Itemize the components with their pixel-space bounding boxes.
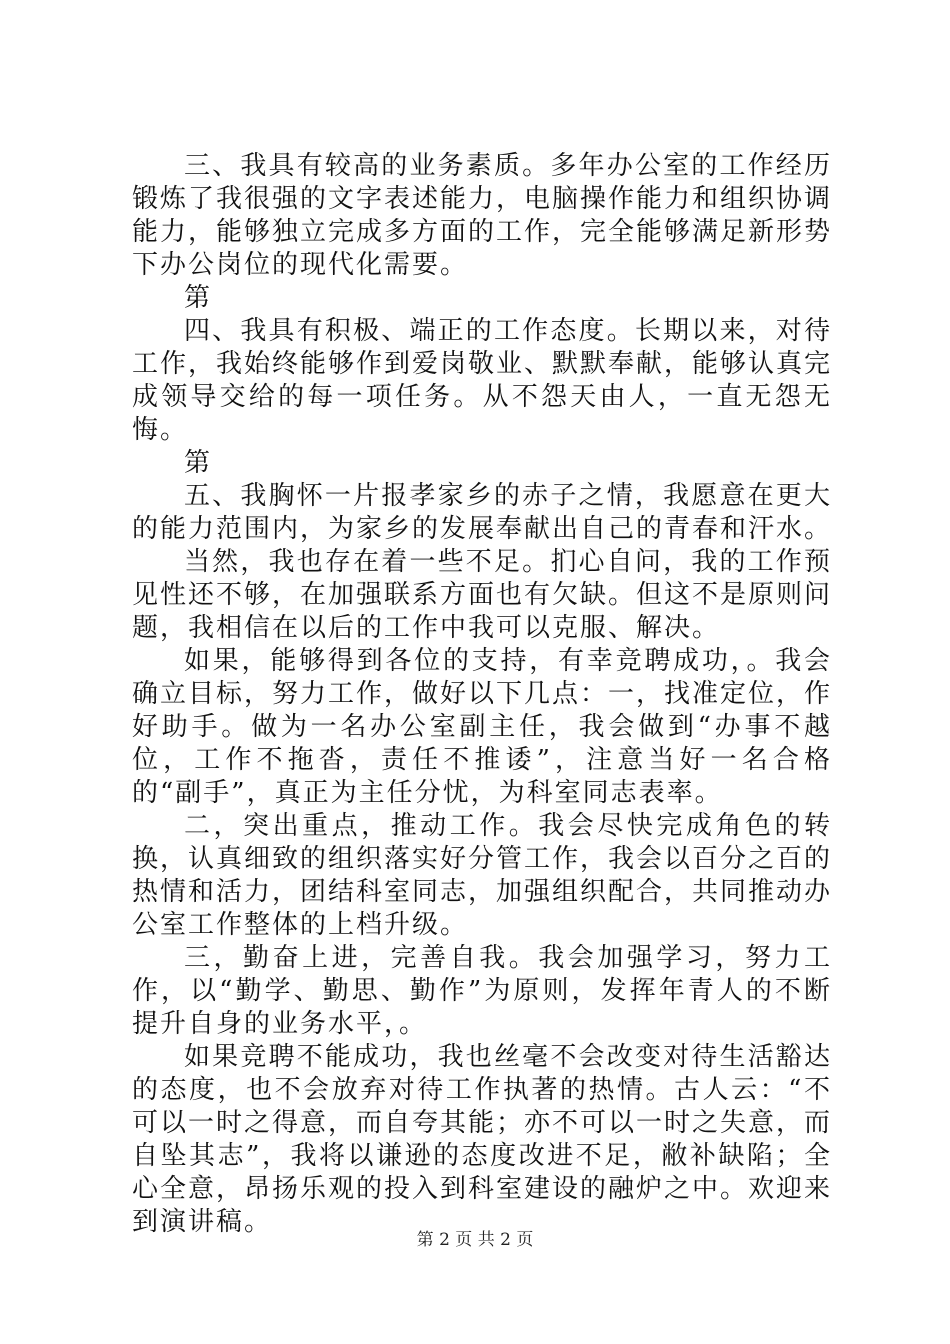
- paragraph-10: 如果竞聘不能成功，我也丝毫不会改变对待生活豁达的态度，也不会放弃对待工作执著的热情。古人云：“不可以一时之得意，而自夸其能；亦不可以一时之失意，而自坠其志”，我将以谦逊的态度改进不足，敝补缺陷；全心全意，昂扬乐观的投入到科室建设的融炉之中。欢迎来到演讲稿。: [132, 1042, 833, 1237]
- paragraph-8: 二，突出重点，推动工作。我会尽快完成角色的转换，认真细致的组织落实好分管工作，我会以百分之百的热情和活力，团结科室同志，加强组织配合，共同推动办公室工作整体的上档升级。: [132, 811, 833, 940]
- paragraph-6: 当然，我也存在着一些不足。扪心自问，我的工作预见性还不够，在加强联系方面也有欠缺。但这不是原则问题，我相信在以后的工作中我可以克服、解决。: [132, 547, 833, 643]
- paragraph-5: 五、我胸怀一片报孝家乡的赤子之情，我愿意在更大的能力范围内，为家乡的发展奉献出自己的青春和汗水。: [132, 481, 833, 544]
- document-body: [132, 150, 832, 1239]
- paragraph-2: 第: [184, 283, 213, 313]
- paragraph-7: 如果，能够得到各位的支持，有幸竞聘成功，。我会确立目标，努力工作，做好以下几点：一，找准定位，作好助手。做为一名办公室副主任，我会做到“办事不越位，工作不拖沓，责任不推诿”，注意当好一名合格的“副手”，真正为主任分忧，为科室同志表率。: [132, 646, 833, 808]
- paragraph-4: 第: [184, 448, 213, 478]
- page-footer: [0, 1230, 950, 1250]
- paragraph-9: 三，勤奋上进，完善自我。我会加强学习，努力工作，以“勤学、勤思、勤作”为原则，发挥年青人的不断提升自身的业务水平，。: [132, 943, 832, 1039]
- paragraph-1: 三、我具有较高的业务素质。多年办公室的工作经历锻炼了我很强的文字表述能力，电脑操作能力和组织协调能力，能够独立完成多方面的工作，完全能够满足新形势下办公岗位的现代化需要。: [132, 151, 833, 280]
- paragraph-3: 四、我具有积极、端正的工作态度。长期以来，对待工作，我始终能够作到爱岗敬业、默默奉献，能够认真完成领导交给的每一项任务。从不怨天由人，一直无怨无悔。: [132, 316, 833, 445]
- page-number-label: 第 2 页 共 2 页: [416, 1230, 534, 1250]
